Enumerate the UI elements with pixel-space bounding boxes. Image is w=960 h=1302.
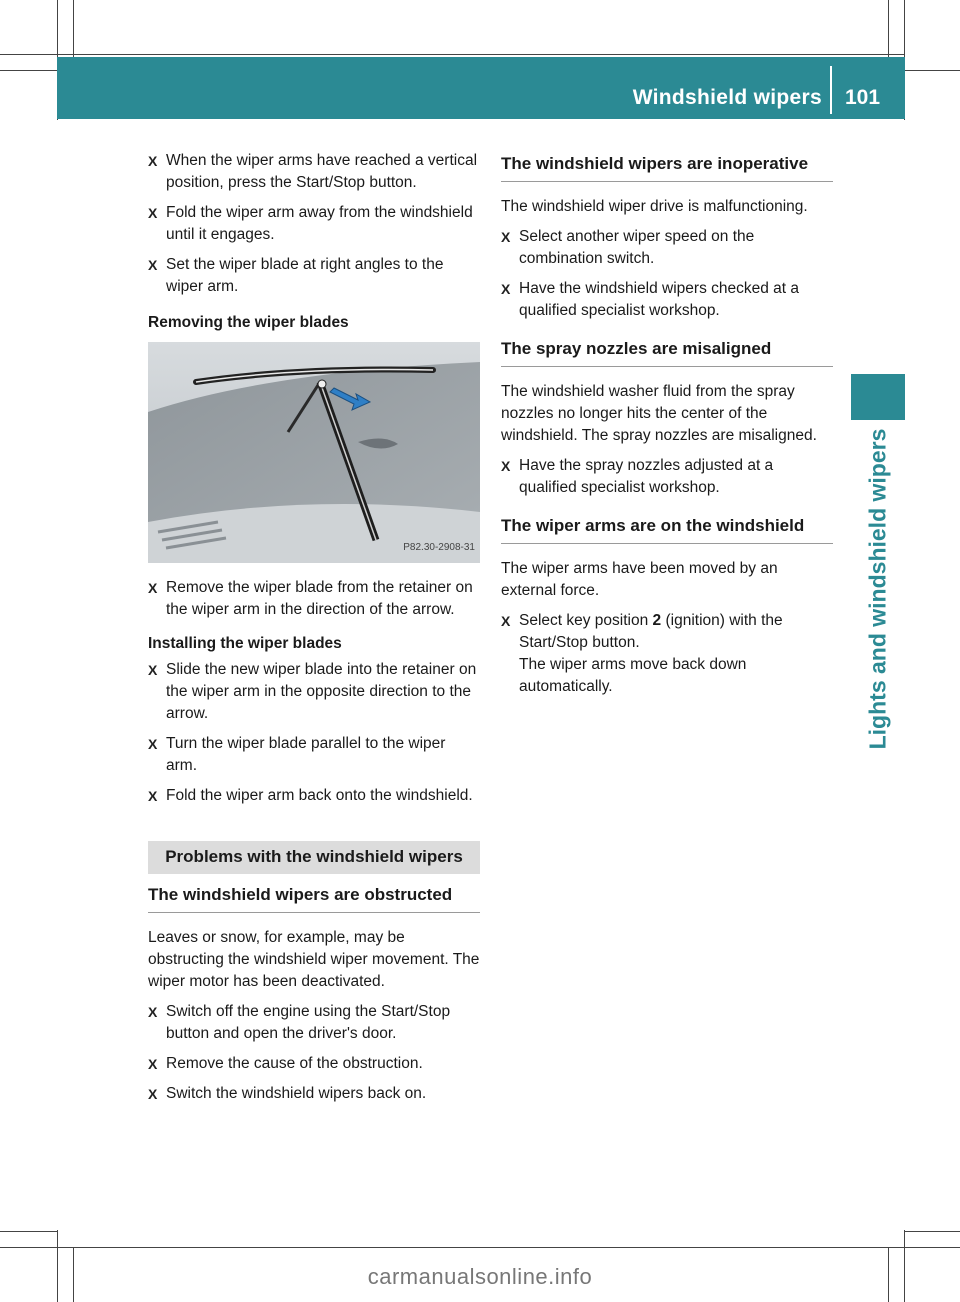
figure-label: P82.30-2908-31 [403, 542, 475, 553]
key-position: 2 [652, 612, 662, 629]
wiper-illustration [148, 342, 480, 563]
step-marker-icon: X [148, 662, 158, 678]
instruction-step [501, 278, 833, 322]
watermark: carmanualsonline.info [367, 1264, 593, 1289]
step-marker-icon: X [148, 1056, 158, 1072]
instruction-step [501, 610, 833, 698]
obstructed-heading: The windshield wipers are obstructed [148, 884, 480, 913]
right-column [501, 153, 833, 706]
step-text [519, 610, 833, 698]
crop-mark [904, 70, 960, 71]
instruction-step [148, 659, 480, 725]
instruction-step [148, 202, 480, 246]
step-text: Select another wiper speed on the combination switch. [519, 228, 755, 267]
instruction-step [148, 733, 480, 777]
step-text: Remove the cause of the obstruction. [166, 1055, 423, 1072]
step-text: Switch off the engine using the Start/Stop button and open the driver's door. [166, 1003, 451, 1042]
inoperative-text: The windshield wiper drive is malfunctioning. [501, 198, 808, 215]
step-marker-icon: X [148, 1086, 158, 1102]
crop-mark [0, 1231, 58, 1232]
nozzles-heading: The spray nozzles are misaligned [501, 338, 833, 367]
step-marker-icon: X [148, 205, 158, 221]
step-text: Set the wiper blade at right angles to the wiper arm. [166, 256, 444, 295]
step-marker-icon: X [148, 257, 158, 273]
removing-heading: Removing the wiper blades [148, 314, 349, 331]
step-marker-icon: X [148, 580, 158, 596]
arms-text: The wiper arms have been moved by an external force. [501, 560, 778, 599]
step-marker-icon: X [501, 281, 511, 297]
instruction-step [148, 785, 480, 807]
arms-step-result-end: automatically. [519, 678, 613, 695]
step-text: Remove the wiper blade from the retainer on the wiper arm in the direction of the arrow. [166, 579, 473, 618]
left-column [148, 150, 480, 1113]
side-tab-marker [851, 374, 905, 420]
instruction-step [148, 1001, 480, 1045]
step-marker-icon: X [501, 229, 511, 245]
step-text: Turn the wiper blade parallel to the wiper arm. [166, 735, 446, 774]
arms-heading: The wiper arms are on the windshield [501, 515, 833, 544]
step-marker-icon: X [501, 458, 511, 474]
arms-step-before: Select key position [519, 612, 653, 629]
instruction-step [148, 254, 480, 298]
crop-mark [904, 1231, 960, 1232]
crop-mark [0, 1247, 960, 1248]
step-text: Fold the wiper arm back onto the windshield. [166, 787, 473, 804]
header-title: Windshield wipers [632, 86, 822, 109]
nozzles-text: The windshield washer fluid from the spray nozzles no longer hits the center of the windshield. The spray nozzles are misaligned. [501, 383, 817, 444]
instruction-step [148, 1053, 480, 1075]
instruction-step [148, 150, 480, 194]
step-marker-icon: X [148, 788, 158, 804]
side-tab-label: Lights and windshield wipers [864, 428, 891, 750]
page-number: 101 [845, 86, 881, 109]
side-tab [848, 428, 908, 750]
step-marker-icon: X [148, 1004, 158, 1020]
instruction-step [148, 577, 480, 621]
retainer-clip [318, 380, 326, 388]
step-marker-icon: X [148, 736, 158, 752]
crop-mark [0, 70, 58, 71]
installing-heading: Installing the wiper blades [148, 635, 342, 652]
instruction-step [501, 455, 833, 499]
wiper-blade-figure [148, 342, 480, 563]
step-text: Fold the wiper arm away from the windshield until it engages. [166, 204, 473, 243]
step-marker-icon: X [148, 153, 158, 169]
crop-mark [888, 0, 889, 58]
arms-step-after: (ignition) with the Start/Stop button. [519, 612, 783, 651]
crop-mark [73, 0, 74, 58]
step-text: Slide the new wiper blade into the retainer on the wiper arm in the opposite direction to the arrow. [166, 661, 477, 722]
instruction-step [148, 1083, 480, 1105]
problems-heading: Problems with the windshield wipers [148, 841, 480, 874]
instruction-step [501, 226, 833, 270]
step-marker-icon: X [501, 613, 511, 629]
header-divider [830, 66, 832, 114]
obstructed-text: Leaves or snow, for example, may be obstructing the windshield wiper movement. The wiper motor has been deactivated. [148, 929, 480, 990]
crop-mark [0, 54, 905, 55]
arms-step-result: The wiper arms move back down [519, 656, 747, 673]
step-text: Have the spray nozzles adjusted at a qualified specialist workshop. [519, 457, 774, 496]
step-text: Switch the windshield wipers back on. [166, 1085, 427, 1102]
step-text: When the wiper arms have reached a vertical position, press the Start/Stop button. [166, 152, 478, 191]
inoperative-heading: The windshield wipers are inoperative [501, 153, 833, 182]
step-text: Have the windshield wipers checked at a qualified specialist workshop. [519, 280, 800, 319]
